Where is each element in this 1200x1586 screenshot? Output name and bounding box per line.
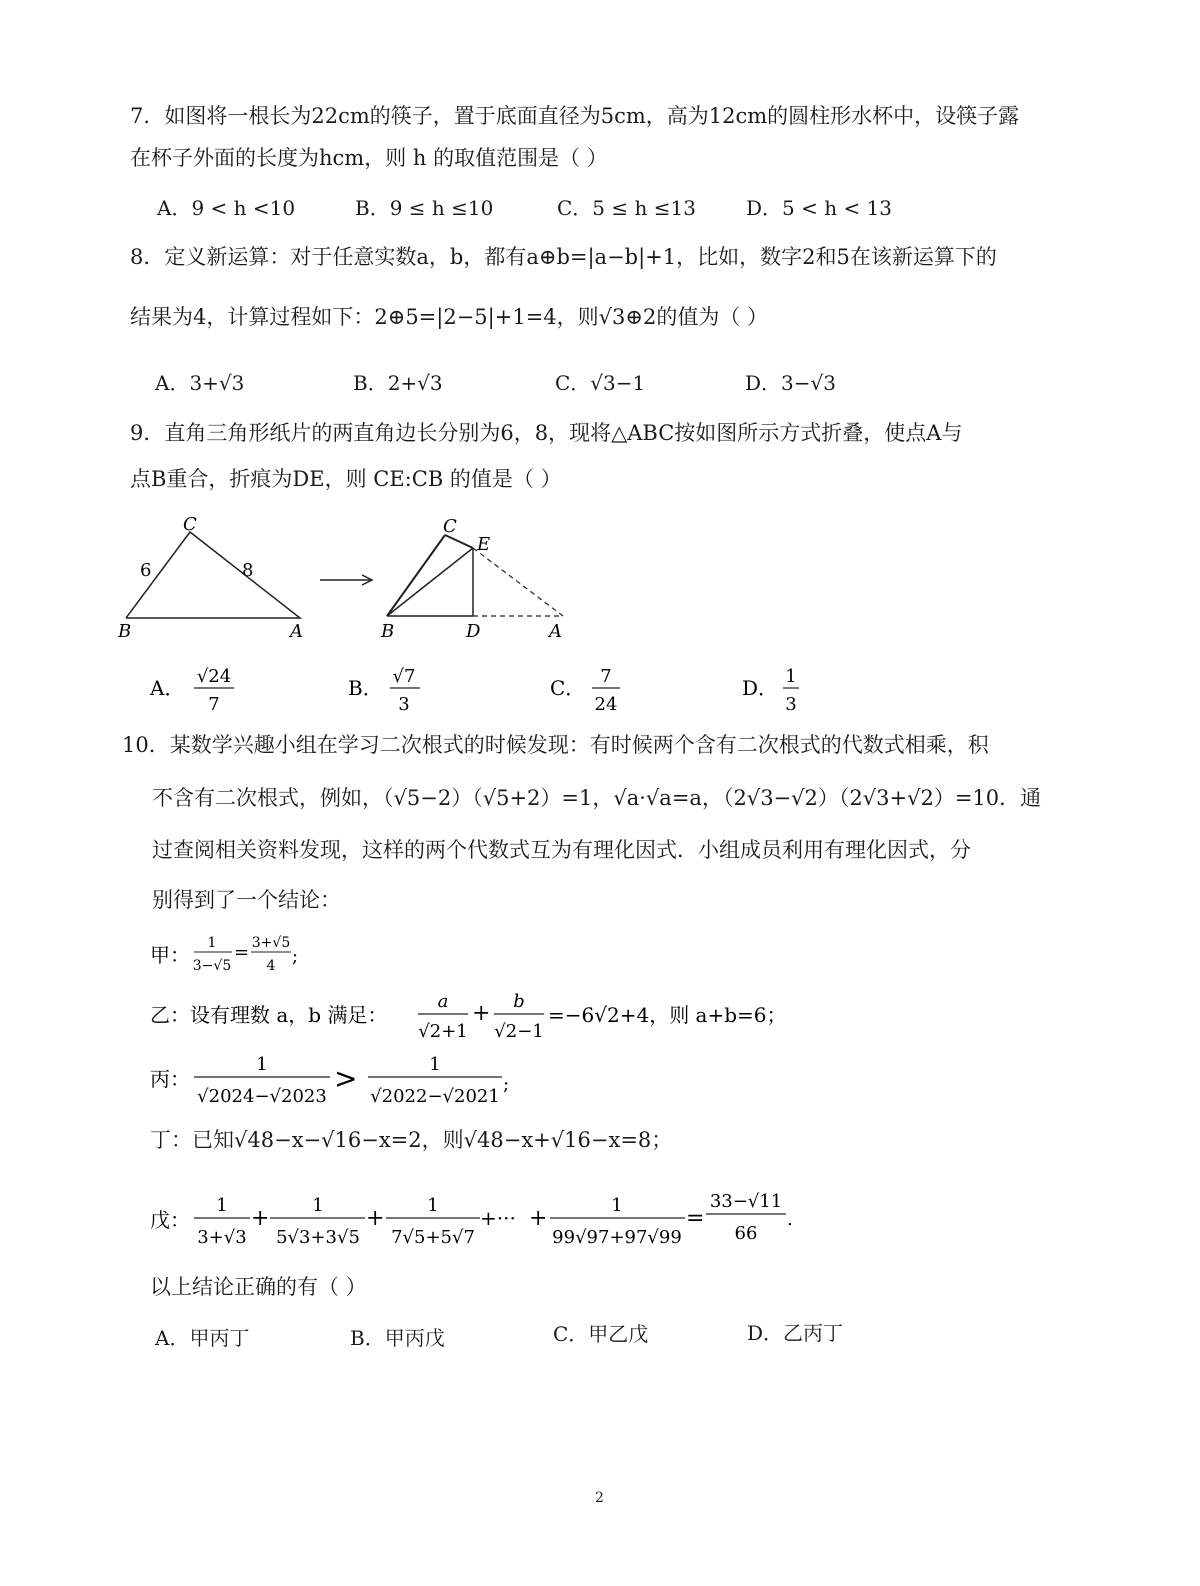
q10-question: 以上结论正确的有（ ） bbox=[150, 1275, 367, 1299]
yi-plus: + bbox=[472, 1001, 491, 1026]
wu-rnum: 33−√11 bbox=[709, 1191, 783, 1212]
bing-lnum: 1 bbox=[256, 1054, 268, 1075]
bing-rnum: 1 bbox=[429, 1054, 441, 1075]
jia-lnum: 1 bbox=[207, 935, 217, 951]
q9-option-c-label: C． bbox=[550, 676, 586, 700]
jia-eq: = bbox=[234, 942, 250, 963]
q7-line2: 在杯子外面的长度为hcm，则 h 的取值范围是（ ） bbox=[130, 146, 608, 170]
q9-option-a-den: 7 bbox=[208, 694, 220, 715]
wu-label: 戊： bbox=[150, 1208, 190, 1232]
wu-term2-num: 1 bbox=[312, 1195, 324, 1216]
jia-lden: 3−√5 bbox=[192, 958, 232, 974]
wu-dots: +··· bbox=[480, 1206, 516, 1230]
yi-f1num: a bbox=[437, 991, 449, 1012]
q10-option-a: A．甲丙丁 bbox=[155, 1326, 250, 1350]
yi-f2den: √2−1 bbox=[494, 1021, 544, 1042]
q10-line4: 别得到了一个结论： bbox=[152, 888, 341, 912]
q10-line2: 不含有二次根式，例如，（√5−2）（√5+2）=1，√a·√a=a，（2√3−√2）（2√3+√2）=10．通 bbox=[152, 786, 1042, 810]
fig2-label-e: E bbox=[477, 534, 491, 555]
fig2-label-a: A bbox=[549, 621, 562, 642]
bing-rden: √2022−√2021 bbox=[370, 1086, 500, 1107]
q8-line2: 结果为4，计算过程如下：2⊕5=|2−5|+1=4，则√3⊕2的值为（ ） bbox=[130, 305, 769, 329]
q7-option-d: D．5 < h < 13 bbox=[746, 196, 893, 220]
q9-option-d-num: 1 bbox=[785, 666, 797, 687]
q9-line1: 9．直角三角形纸片的两直角边长分别为6，8，现将△ABC按如图所示方式折叠，使点A与 bbox=[130, 421, 963, 445]
arrow-icon bbox=[318, 572, 378, 588]
svg-text:+: + bbox=[366, 1206, 385, 1231]
bing-gt: > bbox=[334, 1062, 358, 1095]
svg-text:+: + bbox=[251, 1206, 270, 1231]
q7-option-b: B．9 ≤ h ≤10 bbox=[355, 196, 494, 220]
wu-term1-den: 3+√3 bbox=[197, 1227, 247, 1248]
yi-f1den: √2+1 bbox=[418, 1021, 468, 1042]
jia-end: ; bbox=[292, 946, 299, 967]
q8-option-c: C．√3−1 bbox=[555, 371, 646, 395]
q9-option-c-num: 7 bbox=[600, 666, 612, 687]
triangle-figure-original bbox=[110, 510, 320, 645]
fig1-label-c: C bbox=[183, 514, 197, 535]
fig2-label-d: D bbox=[466, 621, 481, 642]
page-number: 2 bbox=[595, 1490, 604, 1506]
svg-text:=: = bbox=[686, 1206, 705, 1231]
statement-ding: 丁：已知√48−x−√16−x=2，则√48−x+√16−x=8； bbox=[150, 1128, 673, 1152]
bing-lden: √2024−√2023 bbox=[197, 1086, 327, 1107]
q8-option-b: B．2+√3 bbox=[353, 371, 443, 395]
yi-pre: 乙：设有理数 a，b 满足： bbox=[150, 1003, 388, 1027]
fig1-label-a: A bbox=[290, 621, 303, 642]
q10-option-b: B．甲丙戊 bbox=[350, 1326, 445, 1350]
wu-term1-num: 1 bbox=[216, 1195, 228, 1216]
q9-option-b-num: √7 bbox=[392, 666, 416, 687]
jia-rnum: 3+√5 bbox=[251, 935, 291, 951]
q9-option-a-num: √24 bbox=[196, 666, 232, 687]
q9-option-b-den: 3 bbox=[398, 694, 410, 715]
wu-rden: 66 bbox=[734, 1223, 758, 1244]
q8-line1: 8．定义新运算：对于任意实数a，b，都有a⊕b=|a−b|+1，比如，数字2和5在该新运算下的 bbox=[130, 245, 997, 269]
q8-option-a: A．3+√3 bbox=[155, 371, 245, 395]
triangle-figure-folded bbox=[375, 510, 575, 645]
wu-term3-num: 1 bbox=[427, 1195, 439, 1216]
statement-bing bbox=[150, 1048, 570, 1110]
q9-option-a-label: A． bbox=[150, 676, 185, 700]
q7-line1: 7．如图将一根长为22cm的筷子，置于底面直径为5cm，高为12cm的圆柱形水杯中，设筷子露 bbox=[130, 104, 1020, 128]
fig1-label-b: B bbox=[118, 621, 132, 642]
q9-option-b-label: B． bbox=[348, 676, 383, 700]
wu-term2-den: 5√3+3√5 bbox=[276, 1227, 360, 1248]
q9-option-d-den: 3 bbox=[785, 694, 797, 715]
q10-line3: 过查阅相关资料发现，这样的两个代数式互为有理化因式．小组成员利用有理化因式，分 bbox=[152, 838, 971, 862]
statement-jia bbox=[150, 930, 350, 980]
q10-option-c: C．甲乙戊 bbox=[553, 1322, 649, 1346]
bing-label: 丙： bbox=[150, 1067, 190, 1091]
q9-line2: 点B重合，折痕为DE，则 CE:CB 的值是（ ） bbox=[130, 467, 562, 491]
q7-option-c: C．5 ≤ h ≤13 bbox=[557, 196, 696, 220]
q9-options bbox=[140, 660, 860, 716]
svg-text:+: + bbox=[529, 1206, 548, 1231]
q7-option-a: A．9 < h <10 bbox=[157, 196, 296, 220]
bing-end: ; bbox=[503, 1074, 510, 1095]
jia-rden: 4 bbox=[266, 958, 276, 974]
jia-label: 甲： bbox=[150, 943, 190, 967]
wu-end: . bbox=[787, 1209, 793, 1230]
yi-f2num: b bbox=[513, 991, 525, 1012]
yi-post: =−6√2+4，则 a+b=6； bbox=[548, 1003, 787, 1027]
wu-term4-num: 1 bbox=[611, 1195, 623, 1216]
q9-option-d-label: D． bbox=[742, 676, 779, 700]
q8-option-d: D．3−√3 bbox=[745, 371, 836, 395]
q10-line1: 10．某数学兴趣小组在学习二次根式的时候发现：有时候两个含有二次根式的代数式相乘，积 bbox=[122, 733, 989, 757]
fig2-label-b: B bbox=[381, 621, 395, 642]
statement-yi bbox=[150, 985, 850, 1045]
fig1-side-ca: 8 bbox=[242, 560, 254, 581]
fig1-side-cb: 6 bbox=[140, 560, 152, 581]
wu-term3-den: 7√5+5√7 bbox=[391, 1227, 475, 1248]
statement-wu bbox=[150, 1183, 810, 1253]
q10-option-d: D．乙丙丁 bbox=[747, 1321, 844, 1345]
fig2-label-c: C bbox=[443, 516, 457, 537]
wu-term4-den: 99√97+97√99 bbox=[552, 1227, 682, 1248]
q9-option-c-den: 24 bbox=[594, 694, 618, 715]
